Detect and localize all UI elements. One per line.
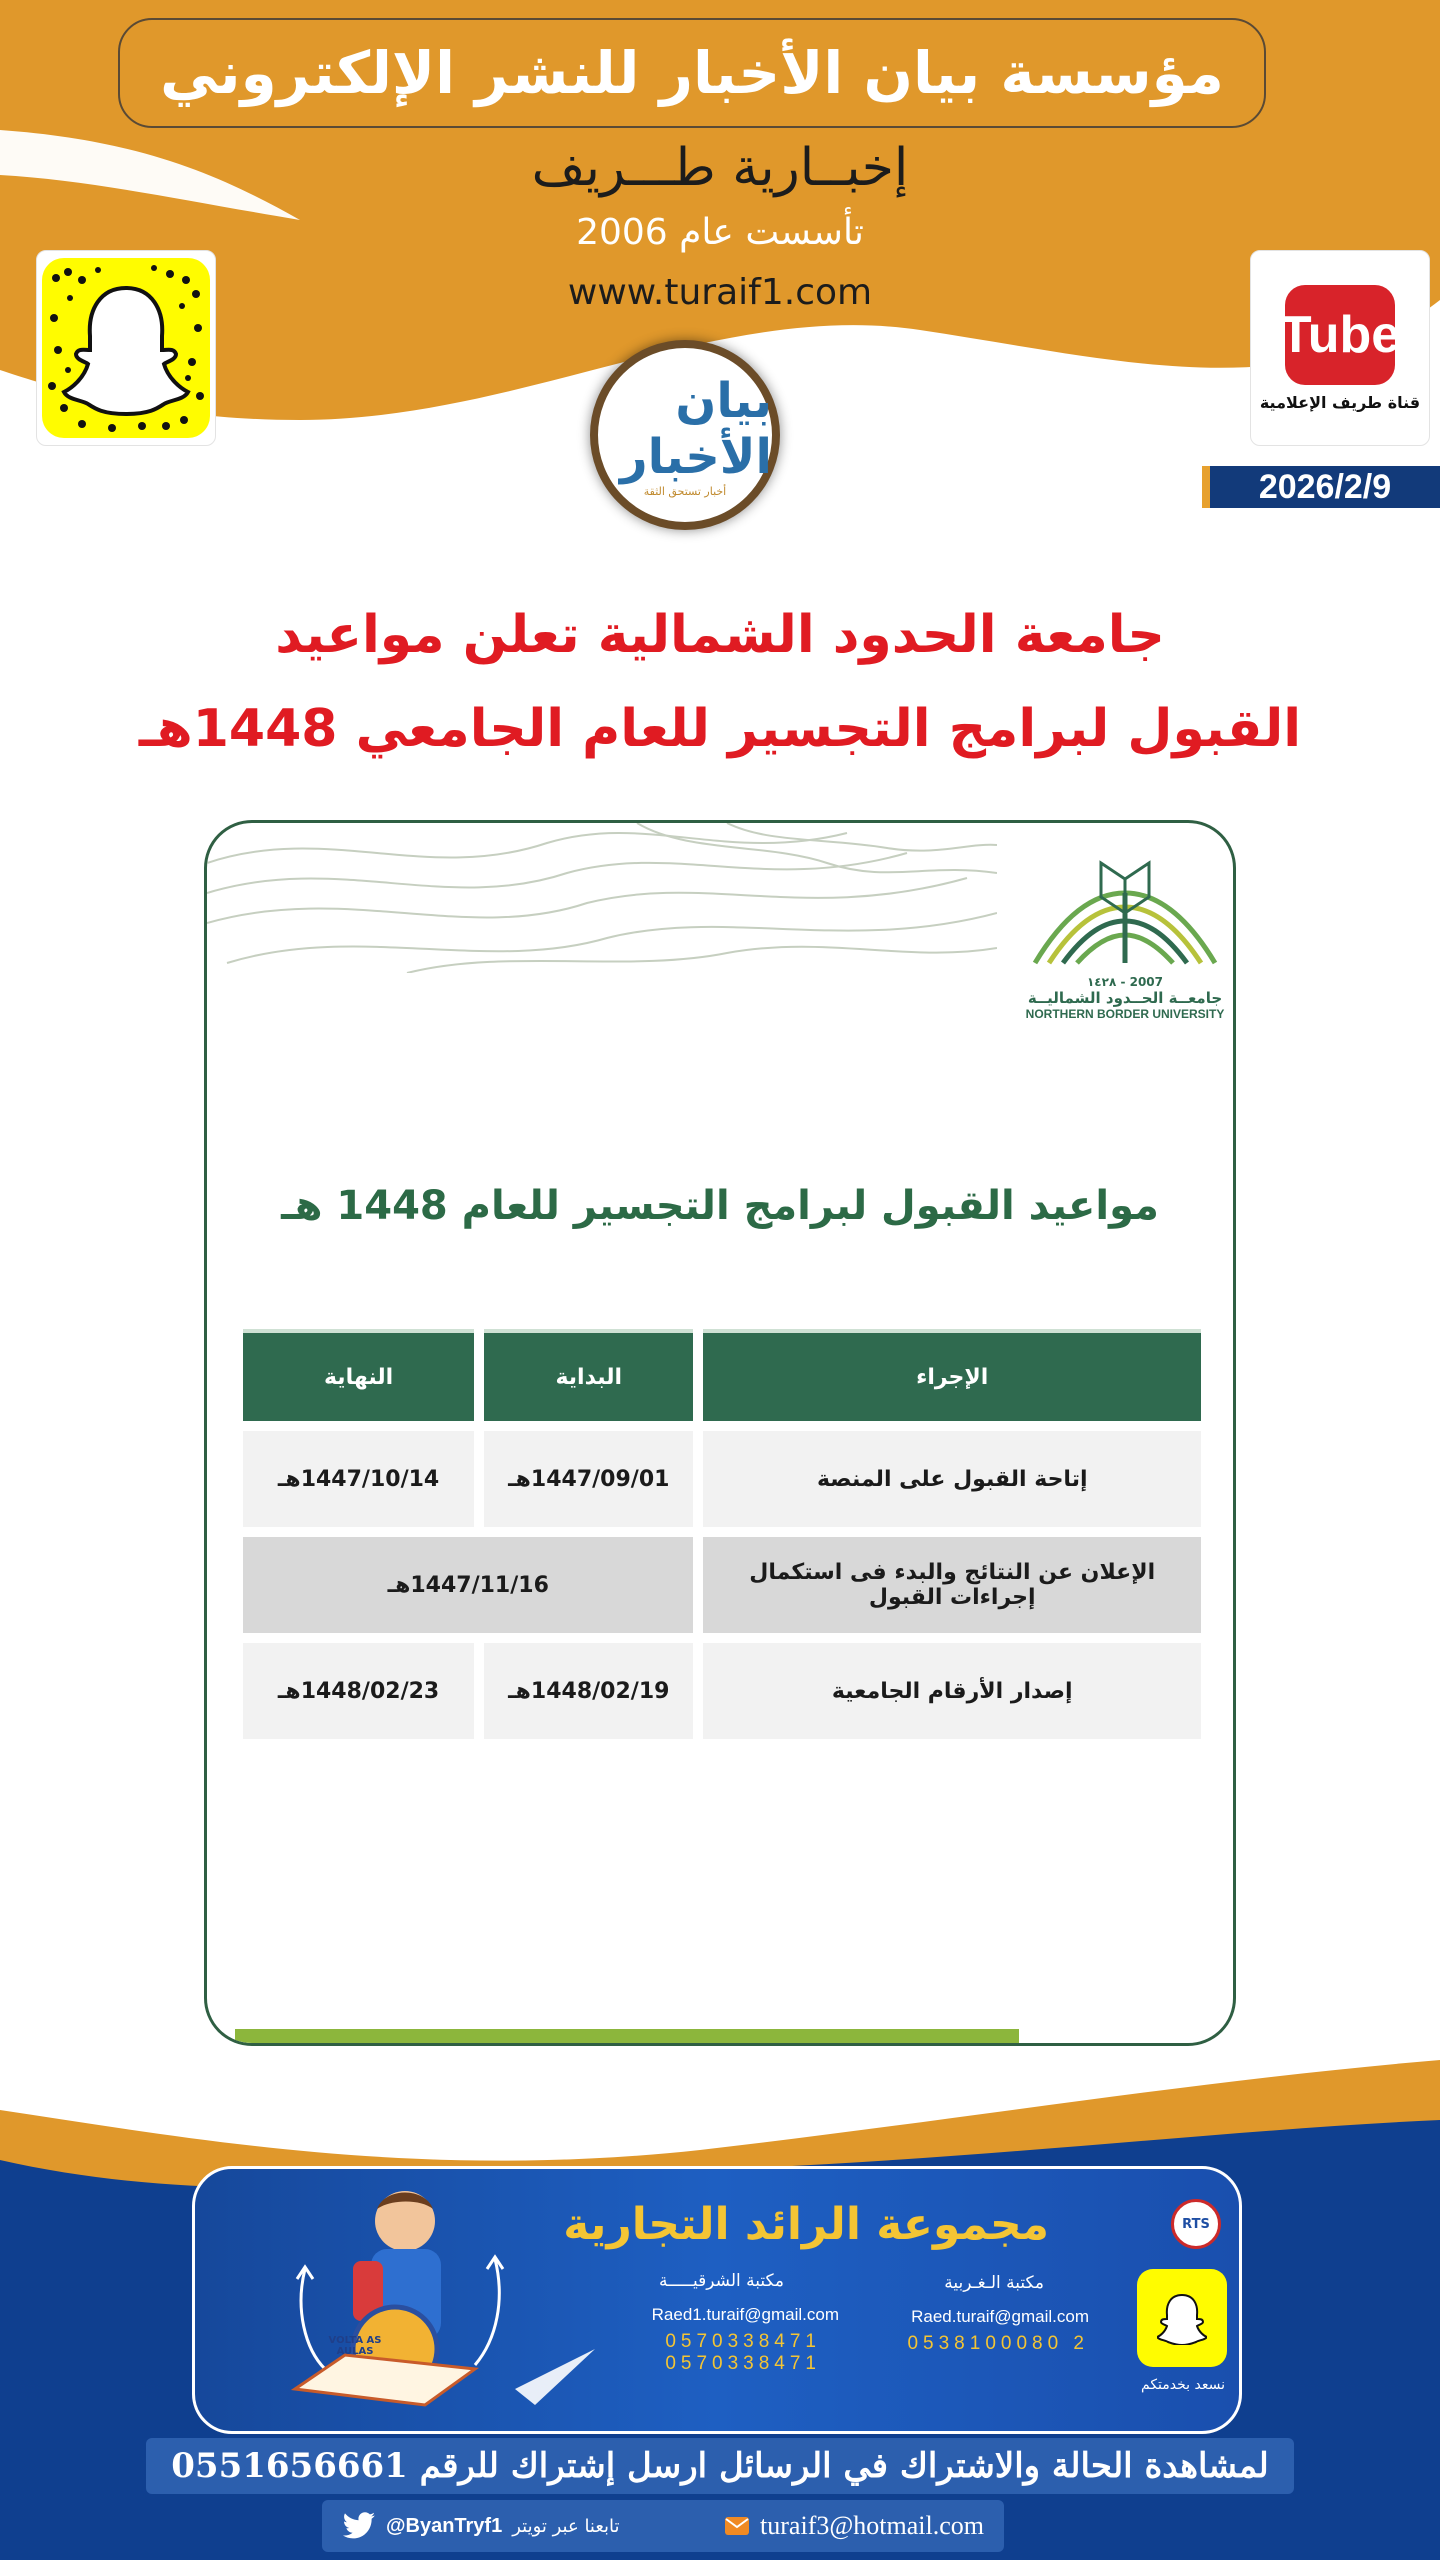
site-name: إخبــارية طـــريف — [531, 138, 909, 198]
table-row — [243, 1431, 1201, 1527]
logo-text: بيان الأخبار — [619, 372, 772, 485]
card-accent-bar — [235, 2029, 1019, 2043]
university-logo-years: 2007 - ١٤٢٨ — [1086, 975, 1164, 989]
row-end-date: 1448/02/23هـ — [243, 1643, 474, 1739]
headline-line-1: جامعة الحدود الشمالية تعلن مواعيد — [275, 605, 1165, 665]
row-start-date: 1447/09/01هـ — [484, 1431, 693, 1527]
table-row — [243, 1643, 1201, 1739]
twitter-icon — [342, 2512, 376, 2540]
ad-title: مجموعة الرائد التجارية — [563, 2199, 1049, 2250]
contact-email: turaif3@hotmail.com — [760, 2511, 984, 2540]
west-branch-email[interactable]: Raed.turaif@gmail.com — [911, 2307, 1089, 2326]
contour-pattern — [207, 823, 997, 973]
university-emblem-icon — [1025, 853, 1225, 971]
table-row — [243, 1537, 1201, 1633]
header-start: البداية — [484, 1329, 693, 1421]
student-illustration — [235, 2169, 615, 2434]
header-end: النهاية — [243, 1329, 474, 1421]
twitter-handle: @ByanTryf1 — [386, 2514, 503, 2537]
subscribe-banner: لمشاهدة الحالة والاشتراك في الرسائل ارسل إشتراك للرقم 0551656661 — [146, 2438, 1294, 2494]
west-branch-label: مكتبة الـغـربية — [944, 2273, 1044, 2293]
table-header-row — [243, 1329, 1201, 1421]
snapchat-icon — [42, 258, 210, 438]
east-branch-phone-2[interactable]: 0570338471 — [665, 2353, 821, 2374]
header-action: الإجراء — [703, 1329, 1201, 1421]
founded-year: تأسست عام 2006 — [576, 212, 864, 253]
east-branch-phone-1[interactable]: 0570338471 — [665, 2331, 821, 2352]
youtube-caption: قناة طريف الإعلامية — [1259, 392, 1421, 412]
ad-snapchat-icon[interactable] — [1137, 2269, 1227, 2367]
row-start-date: 1448/02/19هـ — [484, 1643, 693, 1739]
west-branch-phone[interactable]: 0538100080 2 — [907, 2333, 1089, 2354]
follow-label: تابعنا عبر تويتر — [512, 2515, 620, 2537]
row-action: إتاحة القبول على المنصة — [703, 1431, 1201, 1527]
rts-logo: RTS — [1171, 2199, 1221, 2249]
snapchat-ghost-icon — [1157, 2291, 1207, 2345]
university-logo — [1025, 853, 1225, 1031]
snapchat-qr-code[interactable] — [36, 250, 216, 446]
youtube-channel-card[interactable] — [1250, 250, 1430, 446]
advertisement-banner[interactable] — [192, 2166, 1242, 2434]
row-merged-date: 1447/11/16هـ — [243, 1537, 693, 1633]
site-logo — [590, 340, 780, 530]
organization-title: مؤسسة بيان الأخبار للنشر الإلكتروني — [160, 39, 1224, 107]
announcement-card — [204, 820, 1236, 2046]
east-branch-label: مكتبة الشرقيـــــة — [659, 2271, 784, 2291]
news-headline — [0, 588, 1440, 776]
admission-schedule-table — [233, 1319, 1211, 1749]
mail-icon — [724, 2516, 750, 2536]
row-end-date: 1447/10/14هـ — [243, 1431, 474, 1527]
row-action: إصدار الأرقام الجامعية — [703, 1643, 1201, 1739]
university-logo-english: NORTHERN BORDER UNIVERSITY — [1025, 1007, 1225, 1021]
contact-bar — [322, 2500, 1004, 2552]
website-link[interactable]: www.turaif1.com — [567, 272, 873, 313]
twitter-group[interactable] — [342, 2512, 620, 2540]
email-group[interactable] — [724, 2511, 984, 2541]
row-action: الإعلان عن النتائج والبدء فى استكمال إجراءات القبول — [703, 1537, 1201, 1633]
headline-line-2: القبول لبرامج التجسير للعام الجامعي 1448هـ — [138, 699, 1302, 759]
title-banner — [118, 18, 1266, 128]
youtube-icon: Tube — [1285, 285, 1395, 385]
logo-tagline: أخبار تستحق الثقة — [643, 484, 727, 498]
date-badge: 2026/2/9 — [1202, 466, 1440, 508]
schedule-heading: مواعيد القبول لبرامج التجسير للعام 1448 هـ — [281, 1183, 1159, 1229]
university-logo-arabic: جامعــة الحــدود الشماليــة — [1027, 989, 1223, 1007]
volta-badge-text: VOLTA AS AULAS — [328, 2335, 382, 2357]
snap-caption: نسعد بخدمتكم — [1141, 2377, 1225, 2393]
east-branch-email[interactable]: Raed1.turaif@gmail.com — [651, 2305, 839, 2324]
